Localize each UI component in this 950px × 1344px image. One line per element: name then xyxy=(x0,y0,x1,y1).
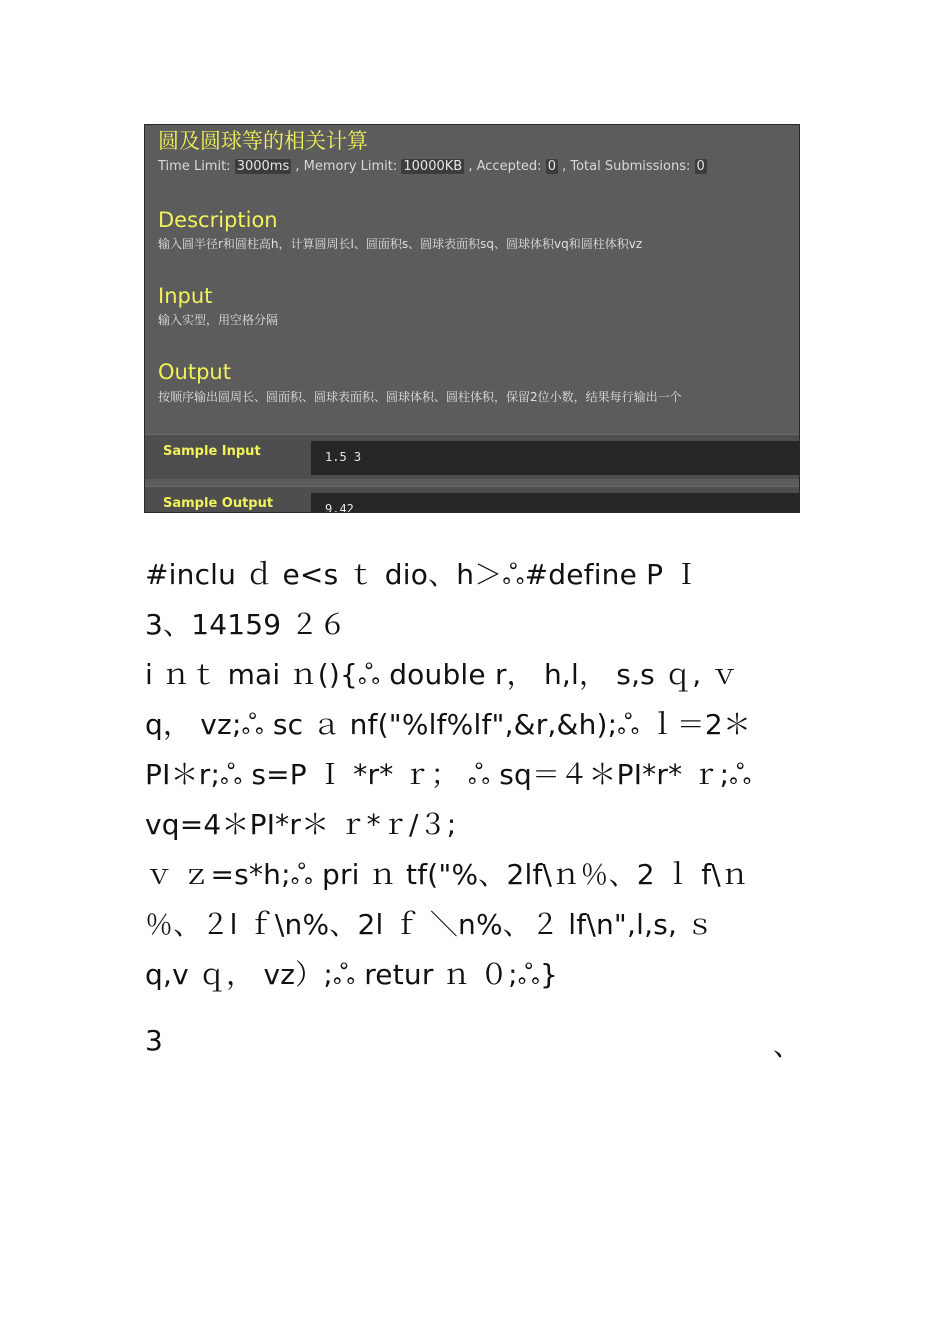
code-line-1: #inclu ｄ e<s ｔ dio、h＞ஃ#define P Ｉ xyxy=(145,558,701,591)
sample-output-box: 9.42 xyxy=(311,493,799,513)
description-text: 输入圆半径r和圆柱高h，计算圆周长l、圆面积s、圆球表面积sq、圆球体积vq和圆柱体积vz xyxy=(158,237,643,251)
sample-input-box: 1.5 3 xyxy=(311,441,799,475)
input-text: 输入实型，用空格分隔 xyxy=(158,313,279,327)
code-line-3: i ｎｔ mai ｎ(){ஃ double r， h,l， s,s ｑ, ｖ xyxy=(145,658,739,691)
section-number: 3 xyxy=(145,1024,164,1057)
problem-meta xyxy=(158,157,707,177)
output-heading: Output xyxy=(158,360,231,384)
code-line-9: q,v ｑ， vz）;ஃ retur ｎ ０;ஃ} xyxy=(145,958,558,991)
description-heading: Description xyxy=(158,208,278,232)
trailing-mark: 、 xyxy=(773,1029,802,1062)
total-submissions-label: , Total Submissions: xyxy=(562,159,691,174)
sample-input-row xyxy=(145,434,799,479)
sample-input-label: Sample Input xyxy=(163,444,261,459)
code-line-7: ｖ ｚ=s*h;ஃ pri ｎ tf("%、2lf\ｎ％、2 ｌ f\ｎ xyxy=(145,858,750,891)
sample-output-label: Sample Output xyxy=(163,496,274,511)
total-submissions-value: 0 xyxy=(696,159,705,174)
code-line-2: 3、14159 ２６ xyxy=(145,608,347,641)
accepted-label: , Accepted: xyxy=(468,159,542,174)
memory-limit-label: , Memory Limit: xyxy=(295,159,398,174)
accepted-value: 0 xyxy=(547,159,556,174)
code-line-5: PI＊r;ஃ s=P Ｉ *r* ｒ； ஃ sq＝４＊PI*r* ｒ;ஃ xyxy=(145,758,752,791)
problem-title: 圆及圆球等的相关计算 xyxy=(158,129,368,153)
input-heading: Input xyxy=(158,284,213,308)
problem-screenshot xyxy=(144,124,800,513)
sample-output-row xyxy=(145,486,799,513)
code-line-8: ％、２l ｆ\n%、2l ｆ ＼n%、２ lf\n",l,s, ｓ xyxy=(145,908,715,941)
memory-limit-value: 10000KB xyxy=(403,159,463,174)
time-limit-label: Time Limit: xyxy=(158,159,231,174)
code-line-4: q， vz;ஃ sc ａ nf("%lf%lf",&r,&h);ஃ ｌ＝2＊ xyxy=(145,708,752,741)
code-line-6: vq=4＊PI*r＊ ｒ*ｒ/３; xyxy=(145,808,457,841)
output-text: 按顺序输出圆周长、圆面积、圆球表面积、圆球体积、圆柱体积，保留2位小数，结果每行输出一个 xyxy=(158,390,682,404)
time-limit-value: 3000ms xyxy=(236,159,290,174)
